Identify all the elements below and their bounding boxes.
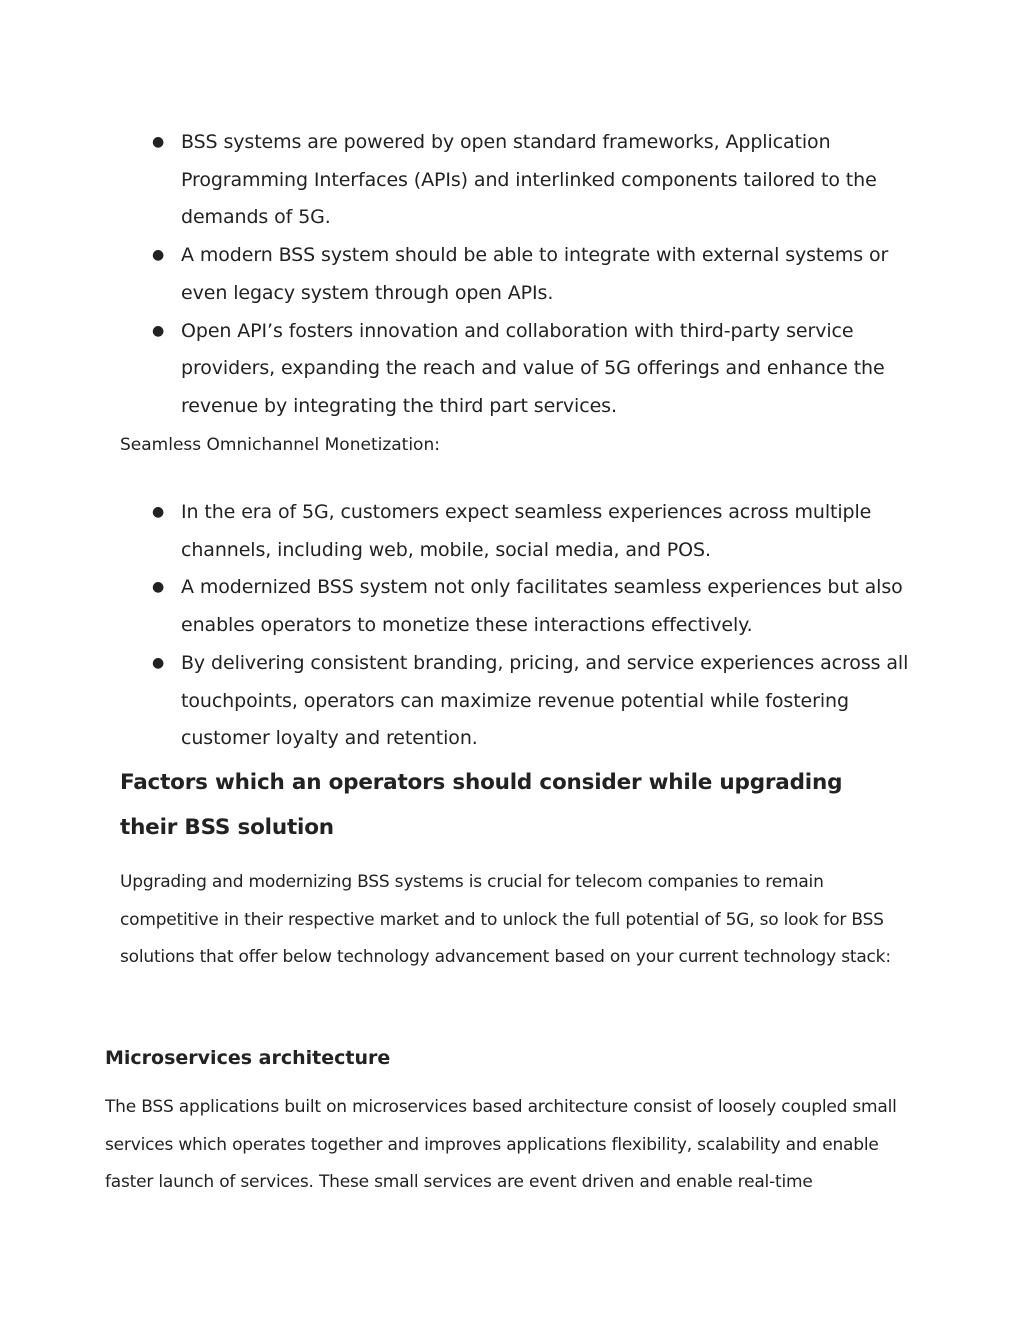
list-item: ● BSS systems are powered by open standard frameworks, Application Programming Interfaces (APIs) and interlinked components tailored to the demands of 5G.: [150, 124, 910, 237]
bullet-icon: ●: [152, 134, 165, 150]
list-item: ● Open API’s fosters innovation and collaboration with third-party service providers, expanding the reach and value of 5G offerings and enhance the revenue by integrating the third part services.: [150, 313, 910, 426]
bullet-icon: ●: [152, 322, 165, 339]
list-item: ● A modern BSS system should be able to integrate with external systems or even legacy system through open APIs.: [150, 237, 910, 312]
list-item: ● By delivering consistent branding, pricing, and service experiences across all touchpoints, operators can maximize revenue potential while fostering customer loyalty and retention.: [150, 645, 910, 758]
intro-paragraph: Upgrading and modernizing BSS systems is crucial for telecom companies to remain competitive in their respective market and to unlock the full potential of 5G, so look for BSS solutions that offer below technology advancement based on your current technology stack:: [120, 872, 891, 968]
subsection-heading: Microservices architecture: [105, 1047, 391, 1069]
bullet-icon: ●: [152, 654, 165, 671]
section-caption: Seamless Omnichannel Monetization:: [120, 435, 440, 455]
bullet-list-omnichannel: [150, 494, 910, 758]
bullet-icon: ●: [152, 579, 165, 596]
section-heading: Factors which an operators should consider while upgrading their BSS solution: [120, 770, 843, 840]
bullet-icon: ●: [152, 247, 165, 264]
bullet-list-open-apis: [150, 124, 910, 426]
list-item: ● In the era of 5G, customers expect seamless experiences across multiple channels, including web, mobile, social media, and POS.: [150, 494, 910, 569]
body-paragraph: The BSS applications built on microservices based architecture consist of loosely coupled small services which operates together and improves applications flexibility, scalability and enable faster launch of services. These small services are event driven and enable real-time: [105, 1097, 897, 1193]
list-item: ● A modernized BSS system not only facilitates seamless experiences but also enables operators to monetize these interactions effectively.: [150, 569, 910, 644]
bullet-icon: ●: [152, 504, 165, 520]
